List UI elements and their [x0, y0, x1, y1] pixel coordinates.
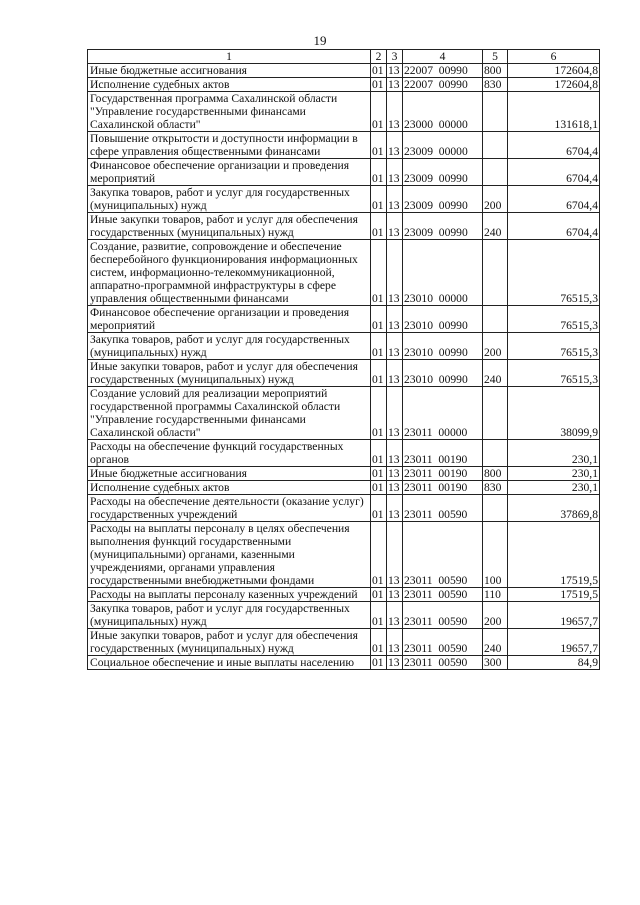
row-rz-cell: 01	[371, 186, 387, 213]
row-rz-cell: 01	[371, 467, 387, 481]
row-vr-cell	[483, 159, 508, 186]
row-pr-cell: 13	[387, 306, 403, 333]
table-row	[88, 240, 600, 306]
row-pr-cell: 13	[387, 387, 403, 440]
row-name-cell: Расходы на выплаты персоналу казенных учреждений	[88, 588, 371, 602]
row-vr-cell	[483, 240, 508, 306]
row-rz-cell: 01	[371, 602, 387, 629]
row-sum-cell: 230,1	[508, 440, 600, 467]
row-pr-cell: 13	[387, 132, 403, 159]
col-header-sum: 6	[508, 50, 600, 64]
table-row	[88, 213, 600, 240]
row-csr-cell: 22007 00990	[403, 78, 483, 92]
row-csr-cell: 23011 00190	[403, 440, 483, 467]
row-pr-cell: 13	[387, 588, 403, 602]
row-csr-cell: 23011 00590	[403, 522, 483, 588]
row-rz-cell: 01	[371, 495, 387, 522]
row-vr-cell: 200	[483, 333, 508, 360]
row-name-cell: Закупка товаров, работ и услуг для государственных (муниципальных) нужд	[88, 602, 371, 629]
table-body	[88, 64, 600, 670]
row-name-cell: Финансовое обеспечение организации и проведения мероприятий	[88, 159, 371, 186]
row-rz-cell: 01	[371, 656, 387, 670]
row-pr-cell: 13	[387, 360, 403, 387]
row-vr-cell	[483, 440, 508, 467]
row-rz-cell: 01	[371, 64, 387, 78]
table-row	[88, 306, 600, 333]
row-csr-cell: 23000 00000	[403, 92, 483, 132]
table-row	[88, 495, 600, 522]
row-vr-cell: 240	[483, 360, 508, 387]
table-row	[88, 467, 600, 481]
row-rz-cell: 01	[371, 481, 387, 495]
row-csr-cell: 23011 00190	[403, 467, 483, 481]
row-sum-cell: 6704,4	[508, 132, 600, 159]
table-row	[88, 440, 600, 467]
row-pr-cell: 13	[387, 186, 403, 213]
table-row	[88, 387, 600, 440]
row-csr-cell: 23009 00990	[403, 186, 483, 213]
row-name-cell: Исполнение судебных актов	[88, 481, 371, 495]
row-csr-cell: 23011 00000	[403, 387, 483, 440]
row-rz-cell: 01	[371, 387, 387, 440]
row-csr-cell: 23011 00590	[403, 495, 483, 522]
col-header-vr: 5	[483, 50, 508, 64]
row-sum-cell: 76515,3	[508, 360, 600, 387]
table-row	[88, 92, 600, 132]
row-rz-cell: 01	[371, 92, 387, 132]
row-sum-cell: 131618,1	[508, 92, 600, 132]
row-sum-cell: 84,9	[508, 656, 600, 670]
row-sum-cell: 37869,8	[508, 495, 600, 522]
budget-table	[87, 49, 600, 670]
table-row	[88, 629, 600, 656]
row-csr-cell: 23010 00990	[403, 306, 483, 333]
table-row	[88, 588, 600, 602]
row-name-cell: Государственная программа Сахалинской области "Управление государственными финансами Сахалинской области"	[88, 92, 371, 132]
row-name-cell: Иные закупки товаров, работ и услуг для обеспечения государственных (муниципальных) нужд	[88, 213, 371, 240]
table-row	[88, 132, 600, 159]
row-vr-cell: 830	[483, 78, 508, 92]
row-pr-cell: 13	[387, 656, 403, 670]
col-header-rz: 2	[371, 50, 387, 64]
row-pr-cell: 13	[387, 522, 403, 588]
row-pr-cell: 13	[387, 159, 403, 186]
row-name-cell: Финансовое обеспечение организации и проведения мероприятий	[88, 306, 371, 333]
row-pr-cell: 13	[387, 467, 403, 481]
row-name-cell: Расходы на обеспечение деятельности (оказание услуг) государственных учреждений	[88, 495, 371, 522]
row-pr-cell: 13	[387, 92, 403, 132]
row-name-cell: Иные закупки товаров, работ и услуг для обеспечения государственных (муниципальных) нужд	[88, 629, 371, 656]
row-rz-cell: 01	[371, 629, 387, 656]
row-sum-cell: 6704,4	[508, 186, 600, 213]
table-row	[88, 656, 600, 670]
row-vr-cell	[483, 132, 508, 159]
row-name-cell: Расходы на обеспечение функций государственных органов	[88, 440, 371, 467]
row-sum-cell: 172604,8	[508, 78, 600, 92]
row-sum-cell: 6704,4	[508, 159, 600, 186]
row-sum-cell: 6704,4	[508, 213, 600, 240]
row-csr-cell: 23011 00590	[403, 629, 483, 656]
row-sum-cell: 17519,5	[508, 522, 600, 588]
row-vr-cell: 110	[483, 588, 508, 602]
row-name-cell: Повышение открытости и доступности информации в сфере управления общественными финансами	[88, 132, 371, 159]
row-sum-cell: 38099,9	[508, 387, 600, 440]
table-row	[88, 186, 600, 213]
row-name-cell: Создание, развитие, сопровождение и обеспечение бесперебойного функционирования информационных систем, информационно-телекоммуникационной, аппаратно-программной инфраструктуры в сфере управления общественными финансами	[88, 240, 371, 306]
row-csr-cell: 23011 00590	[403, 588, 483, 602]
table-row	[88, 360, 600, 387]
row-name-cell: Создание условий для реализации мероприятий государственной программы Сахалинской области "Управление государственными финансами Сахалинской области"	[88, 387, 371, 440]
row-sum-cell: 172604,8	[508, 64, 600, 78]
row-rz-cell: 01	[371, 440, 387, 467]
row-rz-cell: 01	[371, 306, 387, 333]
row-csr-cell: 23009 00990	[403, 213, 483, 240]
table-row	[88, 78, 600, 92]
row-pr-cell: 13	[387, 78, 403, 92]
row-rz-cell: 01	[371, 132, 387, 159]
row-name-cell: Закупка товаров, работ и услуг для государственных (муниципальных) нужд	[88, 333, 371, 360]
row-rz-cell: 01	[371, 588, 387, 602]
row-pr-cell: 13	[387, 213, 403, 240]
row-rz-cell: 01	[371, 333, 387, 360]
row-vr-cell: 800	[483, 467, 508, 481]
row-csr-cell: 23011 00190	[403, 481, 483, 495]
table-header-row	[88, 50, 600, 64]
row-name-cell: Расходы на выплаты персоналу в целях обеспечения выполнения функций государственными (муниципальными) органами, казенными учреждениями, органами управления государственными внебюджетными фондами	[88, 522, 371, 588]
table-row	[88, 64, 600, 78]
table-row	[88, 522, 600, 588]
row-sum-cell: 19657,7	[508, 629, 600, 656]
row-csr-cell: 22007 00990	[403, 64, 483, 78]
col-header-csr: 4	[403, 50, 483, 64]
row-csr-cell: 23011 00590	[403, 602, 483, 629]
row-rz-cell: 01	[371, 240, 387, 306]
row-name-cell: Исполнение судебных актов	[88, 78, 371, 92]
row-vr-cell	[483, 92, 508, 132]
row-name-cell: Иные бюджетные ассигнования	[88, 64, 371, 78]
row-vr-cell: 240	[483, 629, 508, 656]
row-vr-cell: 200	[483, 602, 508, 629]
row-pr-cell: 13	[387, 495, 403, 522]
row-csr-cell: 23009 00000	[403, 132, 483, 159]
row-vr-cell: 240	[483, 213, 508, 240]
row-csr-cell: 23009 00990	[403, 159, 483, 186]
page-number: 19	[313, 33, 327, 48]
row-sum-cell: 19657,7	[508, 602, 600, 629]
row-sum-cell: 76515,3	[508, 306, 600, 333]
row-pr-cell: 13	[387, 629, 403, 656]
row-vr-cell: 200	[483, 186, 508, 213]
table-row	[88, 602, 600, 629]
row-pr-cell: 13	[387, 333, 403, 360]
row-vr-cell: 300	[483, 656, 508, 670]
row-sum-cell: 230,1	[508, 467, 600, 481]
table-row	[88, 333, 600, 360]
col-header-name: 1	[88, 50, 371, 64]
row-csr-cell: 23011 00590	[403, 656, 483, 670]
row-sum-cell: 230,1	[508, 481, 600, 495]
row-name-cell: Иные бюджетные ассигнования	[88, 467, 371, 481]
row-sum-cell: 76515,3	[508, 240, 600, 306]
row-rz-cell: 01	[371, 213, 387, 240]
row-vr-cell: 800	[483, 64, 508, 78]
row-csr-cell: 23010 00990	[403, 360, 483, 387]
row-vr-cell: 830	[483, 481, 508, 495]
row-vr-cell	[483, 306, 508, 333]
row-csr-cell: 23010 00000	[403, 240, 483, 306]
table-row	[88, 159, 600, 186]
row-pr-cell: 13	[387, 64, 403, 78]
row-name-cell: Иные закупки товаров, работ и услуг для обеспечения государственных (муниципальных) нужд	[88, 360, 371, 387]
row-rz-cell: 01	[371, 78, 387, 92]
row-vr-cell	[483, 495, 508, 522]
row-rz-cell: 01	[371, 159, 387, 186]
row-vr-cell	[483, 387, 508, 440]
col-header-pr: 3	[387, 50, 403, 64]
row-name-cell: Социальное обеспечение и иные выплаты населению	[88, 656, 371, 670]
row-pr-cell: 13	[387, 440, 403, 467]
row-rz-cell: 01	[371, 360, 387, 387]
row-rz-cell: 01	[371, 522, 387, 588]
row-name-cell: Закупка товаров, работ и услуг для государственных (муниципальных) нужд	[88, 186, 371, 213]
row-sum-cell: 17519,5	[508, 588, 600, 602]
row-vr-cell: 100	[483, 522, 508, 588]
row-pr-cell: 13	[387, 481, 403, 495]
row-csr-cell: 23010 00990	[403, 333, 483, 360]
row-sum-cell: 76515,3	[508, 333, 600, 360]
table-row	[88, 481, 600, 495]
row-pr-cell: 13	[387, 602, 403, 629]
row-pr-cell: 13	[387, 240, 403, 306]
